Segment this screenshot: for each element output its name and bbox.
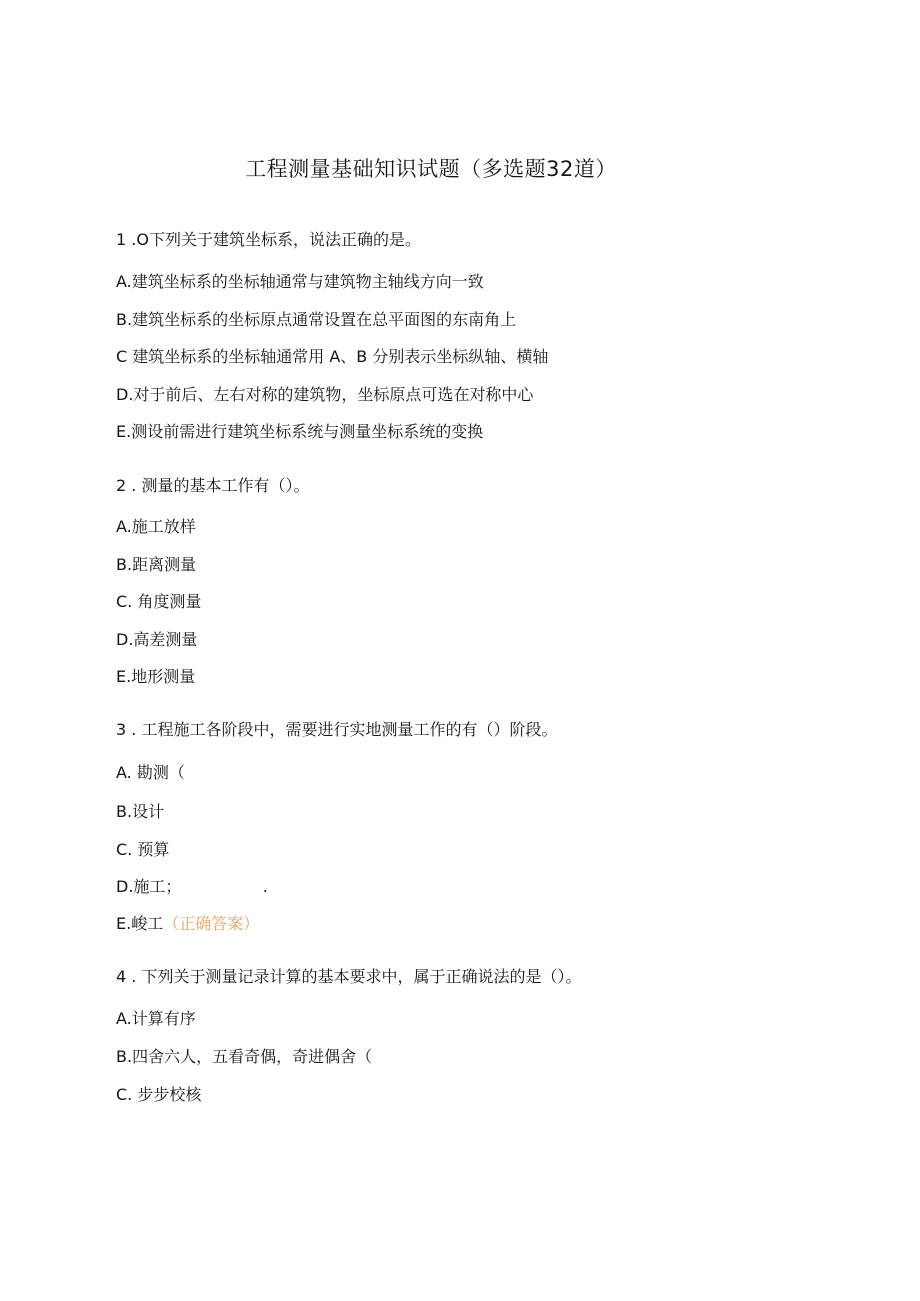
- question-3-option-c: C. 预算: [116, 840, 170, 859]
- question-1-option-b: B.建筑坐标系的坐标原点通常设置在总平面图的东南角上: [116, 310, 517, 329]
- question-1-stem: 1 .O下列关于建筑坐标系，说法正确的是。: [116, 230, 421, 249]
- question-2-option-a: A.施工放样: [116, 517, 196, 536]
- question-4-stem: 4 . 下列关于测量记录计算的基本要求中，属于正确说法的是（）。: [116, 967, 582, 986]
- question-2-stem: 2 . 测量的基本工作有（）。: [116, 476, 310, 495]
- question-2-option-b: B.距离测量: [116, 555, 197, 574]
- question-1-option-d: D.对于前后、左右对称的建筑物，坐标原点可选在对称中心: [116, 385, 534, 404]
- question-1-option-a: A.建筑坐标系的坐标轴通常与建筑物主轴线方向一致: [116, 272, 484, 291]
- question-3-option-d: D.施工； .: [116, 877, 268, 896]
- question-1-option-e: E.测设前需进行建筑坐标系统与测量坐标系统的变换: [116, 422, 484, 441]
- question-3-stem: 3 . 工程施工各阶段中，需要进行实地测量工作的有（）阶段。: [116, 720, 558, 739]
- question-3-option-b: B.设计: [116, 802, 165, 821]
- question-2-option-d: D.高差测量: [116, 630, 198, 649]
- question-4-option-b: B.四舍六人，五看奇偶，奇进偶舍（: [116, 1047, 373, 1066]
- question-4-option-c: C. 步步校核: [116, 1085, 202, 1104]
- correct-answer-note: （正确答案）: [163, 914, 260, 933]
- question-2-option-c: C. 角度测量: [116, 592, 202, 611]
- question-1-option-c: C 建筑坐标系的坐标轴通常用 A、B 分别表示坐标纵轴、横轴: [116, 347, 549, 366]
- question-2-option-e: E.地形测量: [116, 667, 196, 686]
- question-4-option-a: A.计算有序: [116, 1009, 196, 1028]
- question-3-option-e: [116, 914, 259, 934]
- page-title: 工程测量基础知识试题（多选题32道）: [245, 157, 617, 181]
- question-3-option-e-text: E.峻工: [116, 914, 164, 933]
- question-3-option-a: A. 勘测（: [116, 763, 185, 782]
